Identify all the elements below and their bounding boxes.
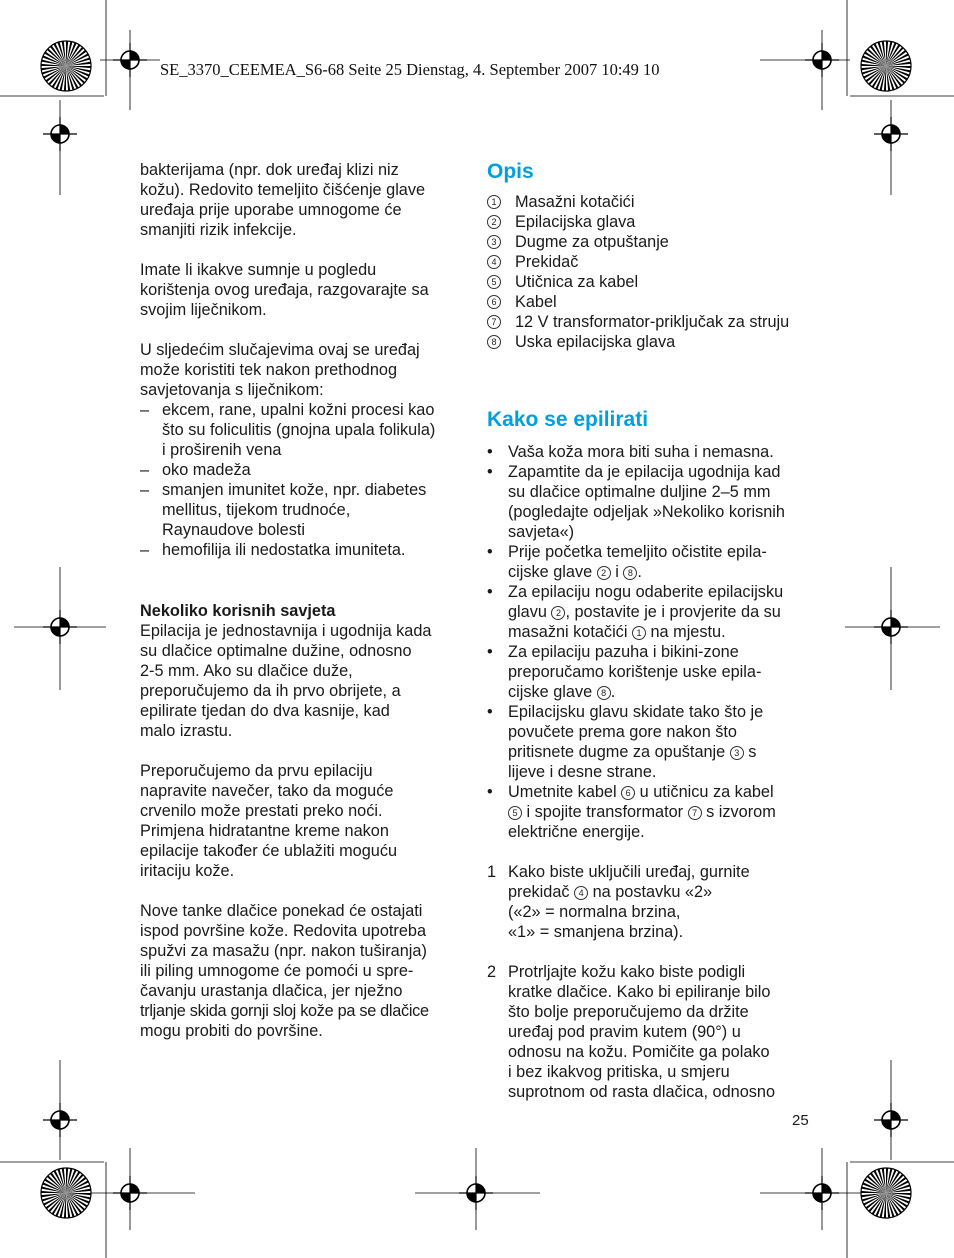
page-number: 25	[792, 1112, 809, 1129]
part-label: Masažni kotačići	[515, 193, 635, 211]
circled-number: 8	[487, 335, 501, 349]
step-number: 2	[487, 963, 497, 981]
circled-number: 3	[487, 235, 501, 249]
text-line: kratke dlačice. Kako bi epiliranje bilo	[508, 983, 771, 1001]
text-line: Umetnite kabel 6 u utičnicu za kabel	[508, 783, 774, 801]
text-line: («2» = normalna brzina,	[508, 903, 681, 921]
registration-quadrant	[891, 125, 900, 134]
text-line: električne energije.	[508, 823, 645, 841]
text-line: Epilacijsku glavu skidate tako što je	[508, 703, 764, 721]
registration-quadrant	[822, 1184, 831, 1193]
tips-paragraph-1	[140, 621, 470, 741]
registration-quadrant	[882, 1120, 891, 1129]
registration-quadrant	[130, 51, 139, 60]
registration-quadrant	[121, 1193, 130, 1202]
dash-marker: –	[140, 401, 150, 419]
bullet-marker: •	[487, 703, 493, 721]
print-header: SE_3370_CEEMEA_S6-68 Seite 25 Dienstag, 4. September 2007 10:49 10	[160, 60, 660, 79]
text-line: mellitus, tijekom trudnoće,	[162, 501, 351, 519]
registration-quadrant	[51, 627, 60, 636]
bullet-item	[487, 582, 827, 642]
dash-marker: –	[140, 481, 150, 499]
list-item	[140, 540, 470, 560]
text-line: kožu). Redovito temeljito čišćenje glave	[140, 181, 426, 199]
part-item	[487, 212, 827, 232]
text-line: lijeve i desne strane.	[508, 763, 657, 781]
bullet-marker: •	[487, 443, 493, 461]
registration-quadrant	[60, 1111, 69, 1120]
text-line: Za epilaciju nogu odaberite epilacijsku	[508, 583, 784, 601]
instructions-bullet-list	[487, 442, 827, 842]
text-line: pritisnete dugme za opuštanje 3 s	[508, 743, 757, 761]
bullet-marker: •	[487, 783, 493, 801]
bullet-item	[487, 782, 827, 842]
part-item	[487, 312, 827, 332]
list-item	[140, 400, 470, 460]
doubt-paragraph	[140, 260, 470, 320]
text-line: bakterijama (npr. dok uređaj klizi niz	[140, 161, 399, 179]
text-line: epilirate tjedan do dva kasnije, kad	[140, 702, 390, 720]
cases-paragraph	[140, 340, 470, 400]
text-line: smanjiti rizik infekcije.	[140, 221, 297, 239]
steps-list	[487, 862, 827, 1102]
text-line: može koristiti tek nakon prethodnog	[140, 361, 398, 379]
bullet-item	[487, 462, 827, 542]
registration-quadrant	[51, 1120, 60, 1129]
bullet-marker: •	[487, 543, 493, 561]
part-item	[487, 272, 827, 292]
text-line: malo izrastu.	[140, 722, 233, 740]
opis-heading: Opis	[487, 160, 534, 183]
text-line: su dlačice optimalne dužine, odnosno	[140, 642, 412, 660]
text-line: i proširenih vena	[162, 441, 282, 459]
circled-number: 6	[621, 786, 635, 800]
text-line: ispod površine kože. Redovita upotreba	[140, 922, 427, 940]
text-line: korištenja ovog uređaja, razgovarajte sa	[140, 281, 429, 299]
circled-number: 2	[487, 215, 501, 229]
registration-quadrant	[891, 1111, 900, 1120]
text-line: povučete prema gore nakon što	[508, 723, 737, 741]
text-line: savjeta«)	[508, 523, 575, 541]
step-number: 1	[487, 863, 497, 881]
registration-quadrant	[121, 60, 130, 69]
text-line: Imate li ikakve sumnje u pogledu	[140, 261, 377, 279]
text-line: uređaja prije uporabe umnogome će	[140, 201, 402, 219]
registration-quadrant	[130, 1184, 139, 1193]
text-line: crvenilo može prestati preko noći.	[140, 802, 383, 820]
text-line: masažni kotačići 1 na mjestu.	[508, 623, 726, 641]
text-line: preporučujemo da ih prvo obrijete, a	[140, 682, 401, 700]
text-line: Za epilaciju pazuha i bikini-zone	[508, 643, 739, 661]
part-item	[487, 192, 827, 212]
text-line: smanjen imunitet kože, npr. diabetes	[162, 481, 427, 499]
parts-list	[487, 192, 827, 352]
text-line: epilacije također će ublažiti moguću	[140, 842, 398, 860]
part-label: Uska epilacijska glava	[515, 333, 676, 351]
text-line: što su foliculitis (gnojna upala folikula)	[162, 421, 436, 439]
circled-number: 5	[487, 275, 501, 289]
registration-quadrant	[813, 60, 822, 69]
bullet-marker: •	[487, 643, 493, 661]
text-line: Vaša koža mora biti suha i nemasna.	[508, 443, 774, 461]
list-item	[140, 460, 470, 480]
text-line: svojim liječnikom.	[140, 301, 267, 319]
registration-quadrant	[822, 51, 831, 60]
part-item	[487, 252, 827, 272]
text-line: što bolje preporučujemo da držite	[508, 1003, 749, 1021]
text-line: Zapamtite da je epilacija ugodnija kad	[508, 463, 781, 481]
right-column	[487, 160, 827, 1102]
registration-quadrant	[467, 1193, 476, 1202]
text-line: glavu 2 , postavite je i provjerite da su	[508, 603, 781, 621]
text-line: mogu probiti do površine.	[140, 1022, 323, 1040]
kako-heading: Kako se epilirati	[487, 408, 649, 431]
part-item	[487, 332, 827, 352]
text-line: suprotnom od rasta dlačica, odnosno	[508, 1083, 775, 1101]
circled-number: 8	[623, 566, 637, 580]
registration-quadrant	[60, 618, 69, 627]
circled-number: 6	[487, 295, 501, 309]
text-line: Nove tanke dlačice ponekad će ostajati	[140, 902, 423, 920]
circled-number: 2	[551, 606, 565, 620]
tips-paragraph-3	[140, 901, 470, 1041]
text-line: odnosu na kožu. Pomičite ga polako	[508, 1043, 770, 1061]
text-line: cijske glave 8 .	[508, 683, 616, 701]
bullet-item	[487, 642, 827, 702]
text-line: prekidač 4 na postavku «2»	[508, 883, 713, 901]
part-label: Epilacijska glava	[515, 213, 636, 231]
text-line: su dlačice optimalne duljine 2–5 mm	[508, 483, 771, 501]
bullet-item	[487, 442, 827, 462]
registration-quadrant	[882, 134, 891, 143]
text-line: trljanje skida gornji sloj kože pa se dlačice	[140, 1002, 429, 1020]
text-line: preporučamo korištenje uske epila-	[508, 663, 762, 681]
left-column	[140, 160, 470, 1041]
bullet-item	[487, 542, 827, 582]
text-line: Prije početka temeljito očistite epila-	[508, 543, 767, 561]
text-line: spužvi za masažu (npr. nakon tuširanja)	[140, 942, 427, 960]
circled-number: 4	[574, 886, 588, 900]
text-line: 5 i spojite transformator 7 s izvorom	[508, 802, 776, 822]
text-line: Raynaudove bolesti	[162, 521, 306, 539]
circled-number: 5	[508, 806, 522, 820]
text-line: iritaciju kože.	[140, 862, 235, 880]
part-label: Utičnica za kabel	[515, 273, 639, 291]
text-line: Kako biste uključili uređaj, gurnite	[508, 863, 750, 881]
circled-number: 2	[597, 566, 611, 580]
circled-number: 1	[487, 195, 501, 209]
bullet-marker: •	[487, 583, 493, 601]
circled-number: 7	[688, 806, 702, 820]
text-line: «1» = smanjena brzina).	[508, 923, 684, 941]
text-line: Protrljajte kožu kako biste podigli	[508, 963, 746, 981]
registration-quadrant	[882, 627, 891, 636]
text-line: hemofilija ili nedostatka imuniteta.	[162, 541, 406, 559]
registration-quadrant	[891, 618, 900, 627]
text-line: Primjena hidratantne kreme nakon	[140, 822, 389, 840]
bullet-item	[487, 702, 827, 782]
text-line: Preporučujemo da prvu epilaciju	[140, 762, 373, 780]
text-line: ekcem, rane, upalni kožni procesi kao	[162, 401, 435, 419]
text-line: cijske glave 2 i 8 .	[508, 563, 642, 581]
text-line: oko madeža	[162, 461, 251, 479]
part-label: Prekidač	[515, 253, 579, 271]
tips-heading: Nekoliko korisnih savjeta	[140, 602, 336, 620]
registration-quadrant	[60, 125, 69, 134]
intro-paragraph	[140, 160, 470, 240]
part-label: 12 V transformator-priključak za struju	[515, 313, 790, 331]
text-line: uređaj pod pravim kutem (90°) u	[508, 1023, 741, 1041]
circled-number: 4	[487, 255, 501, 269]
circled-number: 8	[597, 686, 611, 700]
registration-quadrant	[476, 1184, 485, 1193]
text-line: U sljedećim slučajevima ovaj se uređaj	[140, 341, 420, 359]
step-item	[487, 962, 827, 1102]
part-label: Dugme za otpuštanje	[515, 233, 669, 251]
tips-paragraph-2	[140, 761, 470, 881]
text-line: čavanju urastanja dlačica, jer nježno	[140, 982, 403, 1000]
text-line: i bez ikakvog pritiska, u smjeru	[508, 1063, 730, 1081]
text-line: savjetovanja s liječnikom:	[140, 381, 324, 399]
part-item	[487, 292, 827, 312]
registration-quadrant	[51, 134, 60, 143]
text-line: napravite navečer, tako da moguće	[140, 782, 394, 800]
step-item	[487, 862, 827, 942]
text-line: 2-5 mm. Ako su dlačice duže,	[140, 662, 353, 680]
list-item	[140, 480, 470, 540]
bullet-marker: •	[487, 463, 493, 481]
circled-number: 1	[632, 626, 646, 640]
condition-list	[140, 400, 470, 560]
circled-number: 3	[730, 746, 744, 760]
dash-marker: –	[140, 461, 150, 479]
part-label: Kabel	[515, 293, 557, 311]
text-line: Epilacija je jednostavnija i ugodnija kada	[140, 622, 432, 640]
part-item	[487, 232, 827, 252]
dash-marker: –	[140, 541, 150, 559]
text-line: (pogledajte odjeljak »Nekoliko korisnih	[508, 503, 785, 521]
circled-number: 7	[487, 315, 501, 329]
text-line: ili piling umnogome će pomoći u spre-	[140, 962, 414, 980]
registration-quadrant	[813, 1193, 822, 1202]
